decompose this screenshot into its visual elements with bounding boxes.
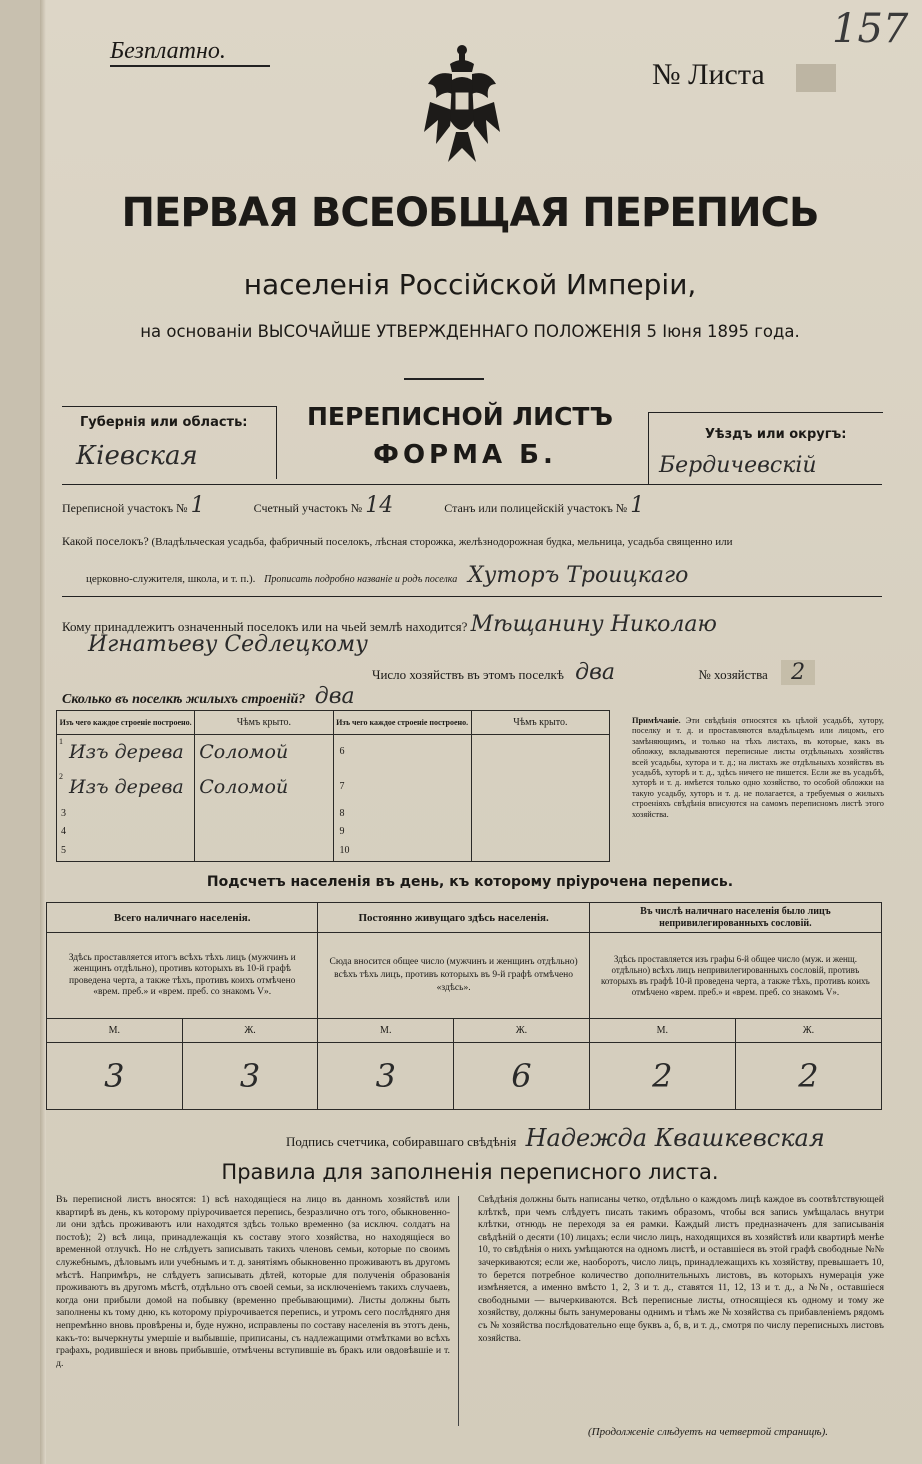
note-label: Примѣчаніе. — [632, 716, 681, 725]
page-edge-shadow — [40, 0, 46, 1464]
owner-label: Кому принадлежитъ означенный поселокъ или на чьей землѣ находится? — [62, 619, 468, 634]
rules-continuation: (Продолженіе слѣдуетъ на четвертой страницѣ). — [588, 1426, 828, 1438]
count-desc-nonpriv: Здѣсь проставляется изъ графы 6-й общее число (муж. и женщ. отдѣльно) всѣхъ лицъ непривилегированныхъ сословій, противъ которыхъ въ графѣ 10-й проведена черта, а также тѣхъ, противъ коихъ отмѣчено «врем. преб.» и «врем. преб. со знакомъ V». — [589, 933, 881, 1019]
count-header-permanent: Постоянно живущаго здѣсь населенія. — [318, 903, 589, 933]
stroenii-value: два — [314, 684, 355, 709]
count-title: Подсчетъ населенія въ день, къ которому пріурочена перепись. — [206, 874, 734, 890]
buildings-header-roof-2: Чѣмъ крыто. — [471, 711, 609, 735]
count-nonpriv-zh: 2 — [735, 1043, 881, 1110]
sheet-number-label: № Листа — [652, 58, 765, 91]
count-zh-label: Ж. — [182, 1019, 318, 1043]
hozyaistva-no-label: № хозяйства — [698, 667, 768, 682]
note-text: Эти свѣдѣнія относятся къ цѣлой усадьбѣ, хутору, поселку и т. д. и проставляются владѣльцемъ или лицомъ, его замѣняющимъ, и только на тѣхъ листахъ, въ которые, какъ въ обложку, вкладываются переписные листы отдѣльныхъ хозяйствъ всей усадьбы, хутора и т. д.; на листахъ же отдѣльныхъ хозяйствъ въ усадьбѣ, хуторѣ и т. д., здѣсь ничего не пишется. Если же въ усадьбѣ, хуторѣ и т. д. имѣется только одно хозяйство, то особой обложки на такую усадьбу, хуторъ и т. д. не полагается, а требуемыя о жилыхъ строеніяхъ свѣдѣнія вписуются на самомъ переписномъ листѣ этого хозяйства. — [632, 716, 885, 819]
building-1-material: Изъ дерева — [69, 741, 184, 764]
poselok-label: Какой поселокъ? — [62, 534, 149, 548]
stroenii-row — [62, 684, 462, 709]
hozyaistva-value: два — [575, 660, 616, 685]
uezd-box — [648, 412, 883, 485]
note-block — [632, 716, 884, 820]
page-edge — [0, 0, 40, 1464]
hozyaistva-row — [372, 660, 892, 685]
hozyaistva-label: Число хозяйствъ въ этомъ поселкѣ — [372, 667, 564, 682]
count-zh-label: Ж. — [735, 1019, 881, 1043]
buildings-header-roof: Чѣмъ крыто. — [195, 711, 333, 735]
poselok-instruction: Прописать подробно названіе и родъ поселка — [264, 574, 458, 585]
form-title: ПЕРЕПИСНОЙ ЛИСТЪ — [307, 402, 613, 431]
table-row: 5 10 — [57, 842, 610, 862]
stan-label: Станъ или полицейскій участокъ № — [444, 501, 628, 515]
count-header-total: Всего наличнаго населенія. — [47, 903, 318, 933]
rules-title: Правила для заполненія переписного листа. — [221, 1160, 719, 1184]
count-desc-total: Здѣсь проставляется итогъ всѣхъ тѣхъ лицъ (мужчинъ и женщинъ отдѣльно), противъ которыхъ въ 10-й графѣ проведена черта, а также тѣхъ, противъ коихъ отмѣчено «врем. преб.» и «врем. преб. со знакомъ V». — [47, 933, 318, 1019]
stan-value: 1 — [630, 493, 645, 518]
stroenii-label: Сколько въ поселкѣ жилыхъ строеній? — [62, 692, 306, 707]
count-zh-label: Ж. — [454, 1019, 590, 1043]
page-subtitle: населенія Россійской Имперіи, — [243, 268, 697, 301]
table-row: 1 Изъ дерева Соломой 6 — [57, 735, 610, 770]
poselok-hint: (Владѣльческая усадьба, фабричный поселокъ, лѣсная сторожка, желѣзнодорожная будка, мельница, усадьба священно или — [151, 536, 733, 548]
form-rule — [62, 484, 882, 485]
owner-value-2: Игнатьеву Седлецкому — [88, 632, 368, 657]
population-count-table — [46, 902, 882, 1110]
count-m-label: М. — [47, 1019, 183, 1043]
imperial-eagle-icon — [422, 40, 502, 180]
field-rule — [62, 596, 882, 597]
gubernia-value: Кіевская — [76, 441, 198, 471]
building-2-roof: Соломой — [199, 776, 289, 798]
buildings-header-material: Изъ чего каждое строеніе построено. — [57, 711, 195, 735]
uezd-value: Бердичевскій — [659, 453, 817, 478]
signature-value: Надежда Квашкевская — [525, 1124, 825, 1152]
count-m-label: М. — [589, 1019, 735, 1043]
basis-line: на основаніи ВЫСОЧАЙШЕ УТВЕРЖДЕННАГО ПОЛОЖЕНІЯ 5 Іюня 1895 года. — [140, 322, 800, 341]
archive-number: 157 — [832, 6, 909, 52]
rules-divider — [458, 1196, 459, 1426]
poselok-row — [62, 534, 892, 549]
hozyaistva-no-value: 2 — [781, 660, 815, 685]
poselok-value: Хуторъ Троицкаго — [467, 563, 689, 588]
sheet-number-blot — [796, 64, 836, 92]
poselok-hint-2: церковно-служителя, школа, и т. п.). — [86, 573, 256, 585]
perepisnoi-label: Переписной участокъ № — [62, 501, 188, 515]
count-permanent-m: 3 — [318, 1043, 454, 1110]
table-row: 2 Изъ дерева Соломой 7 — [57, 770, 610, 804]
count-desc-permanent: Сюда вносится общее число (мужчинъ и женщинъ отдѣльно) всѣхъ тѣхъ лицъ, противъ которыхъ въ 9-й графѣ отмѣчено «здѣсь». — [318, 933, 589, 1019]
signature-row — [286, 1124, 886, 1152]
count-nonpriv-m: 2 — [589, 1043, 735, 1110]
count-total-m: 3 — [47, 1043, 183, 1110]
stamp-free: Безплатно. — [110, 38, 270, 67]
count-m-label: М. — [318, 1019, 454, 1043]
building-1-roof: Соломой — [199, 741, 289, 764]
poselok-row-2 — [86, 563, 886, 588]
form-subtitle: ФОРМА Б. — [373, 440, 557, 470]
table-row: 3 8 — [57, 804, 610, 823]
uezd-label: Уѣздъ или округъ: — [705, 427, 847, 442]
owner-value-1: Мѣщанину Николаю — [470, 612, 717, 637]
uchastok-row — [62, 493, 892, 518]
schetny-value: 14 — [365, 493, 394, 518]
page-title: ПЕРВАЯ ВСЕОБЩАЯ ПЕРЕПИСЬ — [121, 190, 819, 236]
signature-label: Подпись счетчика, собиравшаго свѣдѣнія — [286, 1134, 517, 1149]
gubernia-box — [62, 406, 277, 479]
rules-right: Свѣдѣнія должны быть написаны четко, отдѣльно о каждомъ лицѣ каждое въ соотвѣтствующей клѣткѣ, при чемъ слѣдуетъ писать такимъ образомъ, чтобы вся запись умѣщалась внутри клѣтки, отнюдь не переходя за ея рамки. Каждый листъ предназначенъ для записыванія свѣдѣній о десяти (10) лицахъ; если число лицъ, находящихся въ хозяйствѣ или квартирѣ менѣе 10, то свѣдѣнія о нихъ умѣщаются на одномъ листѣ, и оставшіеся въ этой графѣ свободные №№ зачеркиваются; если же, наоборотъ, число лицъ, принадлежащихъ къ хозяйству, превышаетъ 10, то берется потребное количество дополнительныхъ листовъ, въ которыхъ нумерація уже измѣняется, а именно вмѣсто 1, 2, 3 и т. д., ставятся 11, 12, 13 и т. д., а №№, оставшіеся свободными — вычеркиваются. Всѣ переписные листы, относящіеся къ одному и тому же хозяйству, должны быть занумерованы однимъ и тѣмъ же № хозяйства съ прибавленіемъ рядомъ съ № хозяйства послѣдовательно еще буквъ а, б, в, и т. д., смотря по числу переписныхъ листовъ хозяйства. — [478, 1194, 884, 1344]
buildings-table — [56, 710, 610, 862]
building-2-material: Изъ дерева — [69, 776, 184, 798]
divider — [404, 378, 484, 380]
buildings-header-material-2: Изъ чего каждое строеніе построено. — [333, 711, 471, 735]
count-header-nonpriv: Въ числѣ наличнаго населенія было лицъ непривилегированныхъ сословій. — [589, 903, 881, 933]
rules-left: Въ переписной листъ вносятся: 1) всѣ находящіеся на лицо въ данномъ хозяйствѣ или квартирѣ въ день, къ которому пріурочивается перепись, безразлично отъ того, обыкновенно-ли они здѣсь проживаютъ или находятся здѣсь только временно (за исключ. солдатъ на постоѣ); 2) всѣ лица, принадлежащія къ составу этого хозяйства, но находящіеся во временной отлучкѣ. Но не слѣдуетъ записывать такихъ членовъ семьи, которые по своимъ служебнымъ, дѣловымъ или учебнымъ и т. д. занятіямъ обыкновенно проживаютъ въ другомъ мѣстѣ. Напримѣръ, не слѣдуетъ записывать дѣтей, которые для полученія образованія проживаютъ въ другомъ мѣстѣ, отдѣльно отъ своей семьи, за исключеніемъ такихъ случаевъ, когда они прибыли домой на побывку (временно пребывающими). Листы должны быть заполнены къ тому дню, къ которому пріурочивается перепись, и утромъ сего послѣдняго дня непремѣнно вновь провѣрены и, буде нужно, исправлены по составу населенія въ этотъ день, какъ-то: вычеркнуты умершіе и выбывшіе, приписаны, съ надлежащими отмѣтками во всѣхъ графахъ, родившіеся и вновь прибывшіе, отмѣчены вступившіе въ бракъ или овдовѣвшіе и т. д. — [56, 1194, 450, 1369]
perepisnoi-value: 1 — [190, 493, 205, 518]
count-total-zh: 3 — [182, 1043, 318, 1110]
count-permanent-zh: 6 — [454, 1043, 590, 1110]
schetny-label: Счетный участокъ № — [253, 501, 363, 515]
gubernia-label: Губернія или область: — [80, 415, 248, 430]
table-row: 4 9 — [57, 823, 610, 842]
